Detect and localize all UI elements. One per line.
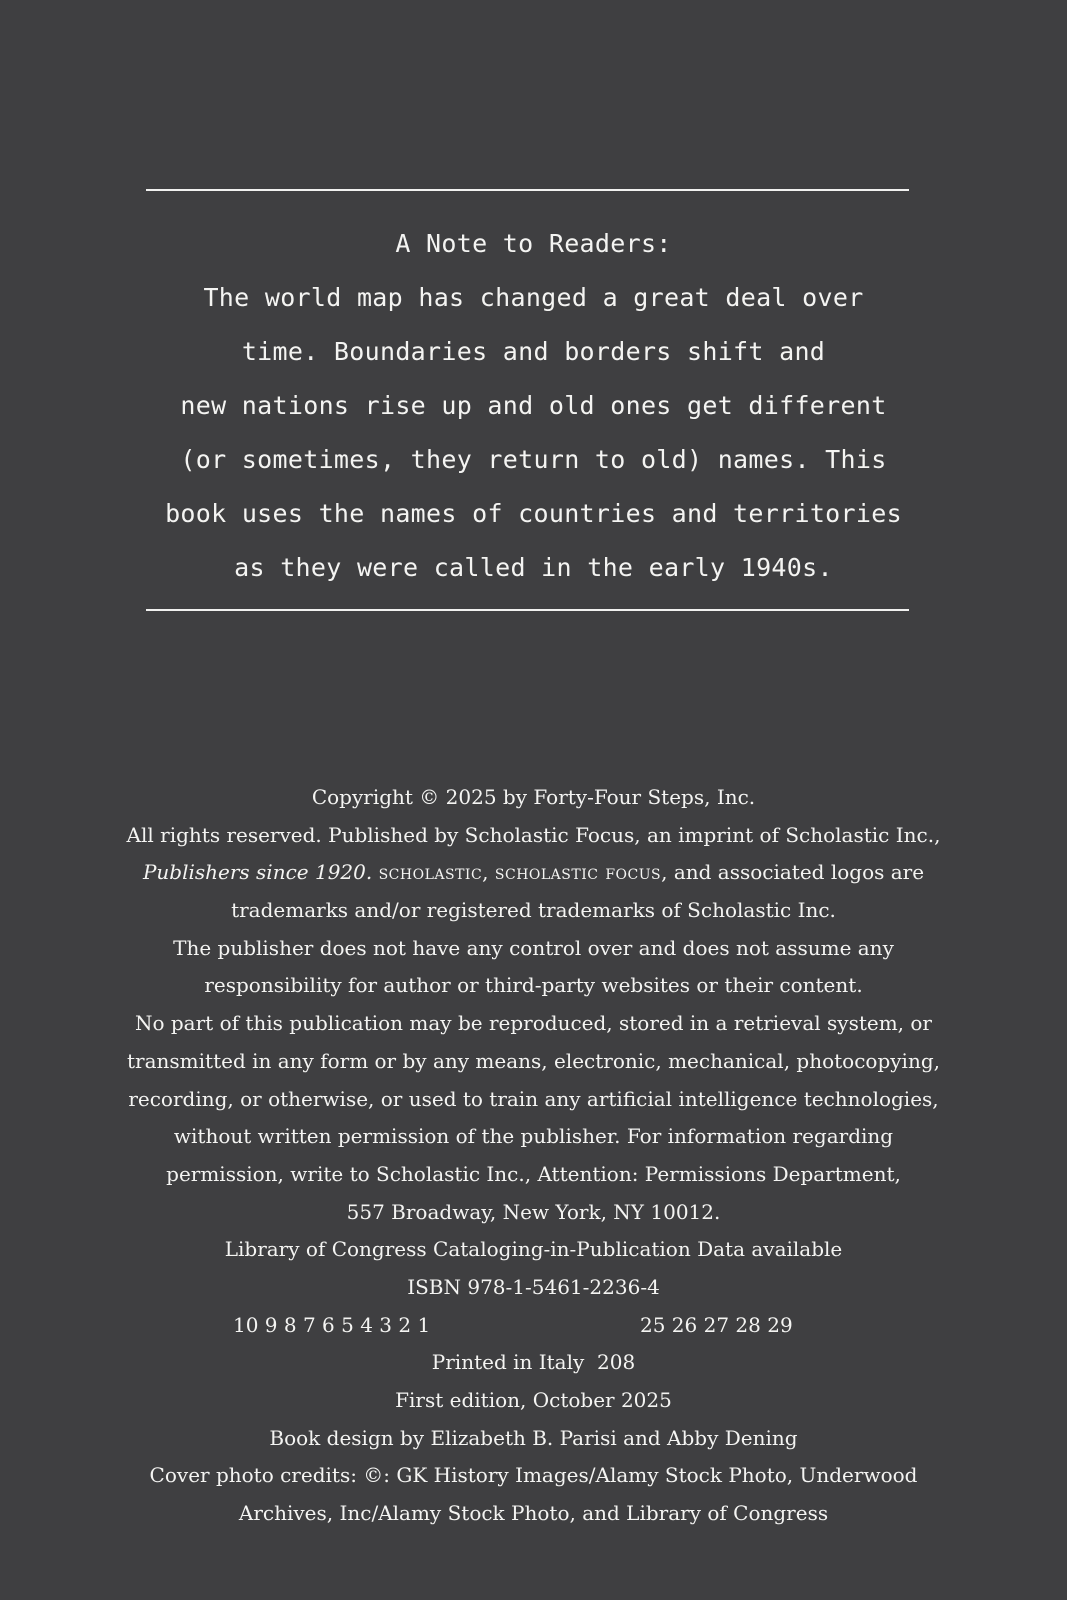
top-divider [146, 189, 909, 191]
edition-line: First edition, October 2025 [395, 1388, 672, 1412]
bottom-divider [146, 609, 909, 611]
rights-line: All rights reserved. Published by Scholastic Focus, an imprint of Scholastic Inc., [126, 822, 941, 847]
reproduction-line: permission, write to Scholastic Inc., Attention: Permissions Department, [166, 1161, 901, 1186]
note-line: book uses the names of countries and territories [165, 499, 902, 528]
note-line: (or sometimes, they return to old) names. This [180, 445, 887, 474]
year-numbers: 25 26 27 28 29 [640, 1312, 793, 1337]
trademark-scholastic: scholastic [378, 860, 483, 885]
copyright-page [0, 779, 1067, 1533]
printed-in-line: Printed in Italy 208 [431, 1350, 636, 1375]
reproduction-line: recording, or otherwise, or used to train any artificial intelligence technologies, [128, 1086, 939, 1111]
printing-numbers-row [0, 1307, 1067, 1345]
credits-line: Cover photo credits: ©: GK History Images/Alamy Stock Photo, Underwood [149, 1463, 918, 1488]
note-line: new nations rise up and old ones get different [180, 391, 887, 420]
note-line: time. Boundaries and borders shift and [241, 337, 826, 366]
design-line: Book design by Elizabeth B. Parisi and Abby Dening [269, 1425, 798, 1450]
isbn-line: ISBN 978-1-5461-2236-4 [407, 1274, 660, 1299]
trademark-line [0, 854, 1067, 892]
reproduction-line: 557 Broadway, New York, NY 10012. [346, 1199, 721, 1224]
trademark-scholastic-focus: scholastic focus [494, 860, 662, 885]
control-line: The publisher does not have any control over and does not assume any [173, 935, 894, 960]
note-line: The world map has changed a great deal over [203, 283, 864, 312]
copyright-line: Copyright © 2025 by Forty-Four Steps, Inc. [311, 785, 756, 809]
note-title: A Note to Readers: [395, 229, 672, 258]
reproduction-line: transmitted in any form or by any means, electronic, mechanical, photocopying, [127, 1048, 940, 1073]
cip-line: Library of Congress Cataloging-in-Publication Data available [224, 1237, 843, 1262]
trademark-rest: , and associated logos are [661, 860, 925, 885]
note-to-readers [0, 217, 1067, 595]
print-numbers: 10 9 8 7 6 5 4 3 2 1 [233, 1312, 431, 1337]
reproduction-line: No part of this publication may be reproduced, stored in a retrieval system, or [134, 1011, 932, 1036]
note-line: as they were called in the early 1940s. [234, 553, 833, 582]
reproduction-line: without written permission of the publisher. For information regarding [173, 1124, 894, 1149]
control-line-2: responsibility for author or third-party websites or their content. [204, 973, 863, 998]
trademark-line-2: trademarks and/or registered trademarks of Scholastic Inc. [231, 898, 836, 923]
credits-line-2: Archives, Inc/Alamy Stock Photo, and Library of Congress [238, 1501, 829, 1526]
trademark-separator: , [482, 860, 495, 885]
publishers-since: Publishers since 1920. [142, 860, 373, 885]
